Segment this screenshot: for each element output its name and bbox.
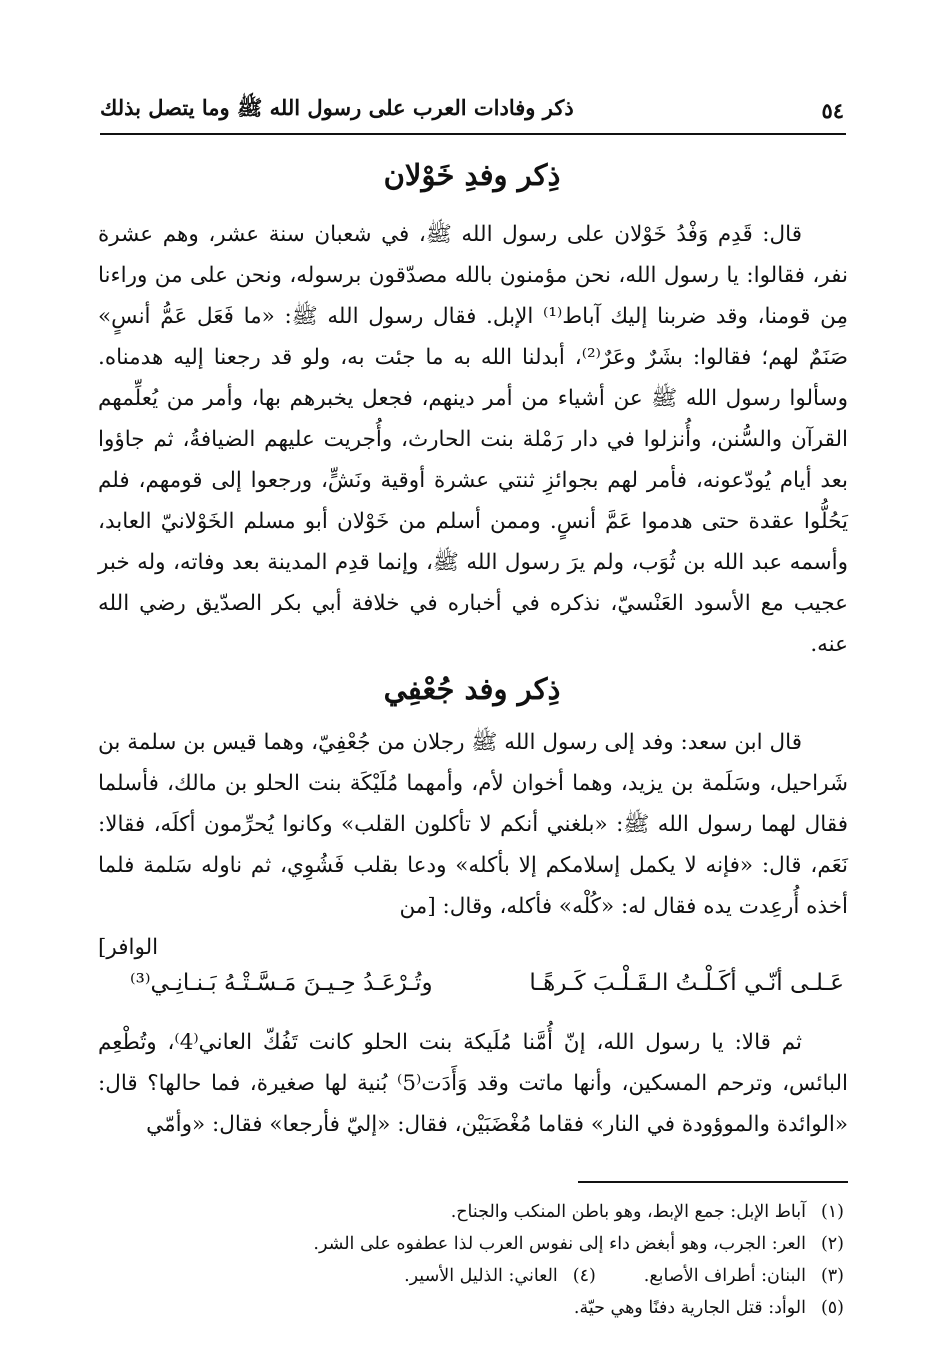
section-title-jufi: ذِكر وفد جُعْفِي — [383, 672, 561, 706]
header-rule — [100, 133, 846, 135]
footnote-rule — [578, 1181, 848, 1183]
continuation-body — [98, 1022, 848, 1145]
poem-hemistich-left: وتُـرْعَـدُ حِـيـنَ مَـسَّـتْـهُ بَـنـانِـي⁽³⁾ — [130, 970, 433, 996]
footnote — [100, 1260, 844, 1292]
running-title: ذكر وفادات العرب على رسول الله ﷺ وما يتصل بذلك — [100, 94, 574, 120]
footnote-text: آباط الإبل: جمع الإبط، وهو باطن المنكب والجناح. — [450, 1202, 806, 1222]
paragraph: ثم قالا: يا رسول الله، إنّ أُمَّنا مُلَيكة بنت الحلو كانت تَفُكّ العاني⁽4⁾، وتُطْعِم البائس، وترحم المسكين، وأنها ماتت وقد وَأَدَت⁽5⁾ بُنية لها صغيرة، فما حالها؟ قال: «الوائدة والموؤودة في النار» فقاما مُغْضَبَيْن، فقال: «إليّ فأرجعا» فقال: «وأمّي — [98, 1030, 849, 1137]
footnote-number: (٢) — [820, 1234, 844, 1254]
footnote-text: العر: الجرب، وهو أبغض داء إلى نفوس العرب لذا عطفوه على الشر. — [313, 1234, 806, 1254]
footnote-number: (١) — [820, 1202, 844, 1222]
footnote — [100, 1292, 844, 1324]
footnote-number: (٣) — [820, 1266, 844, 1286]
section-body-khawlan — [98, 214, 848, 665]
footnote-text: البنان: أطراف الأصابع. — [643, 1266, 806, 1286]
footnote-number: (٥) — [820, 1298, 844, 1318]
footnote — [100, 1228, 844, 1260]
paragraph: قال: قَدِم وَفْدُ خَوْلان على رسول الله ﷺ، في شعبان سنة عشر، وهم عشرة نفر، فقالوا: يا رسول الله، نحن مؤمنون بالله مصدّقون برسوله، ونحن على من وراءنا مِن قومنا، وقد ضربنا إليك آباط⁽¹⁾ الإبل. فقال رسول الله ﷺ: «ما فَعَل عَمُّ أنسٍ» صَنَمٌ لهم؛ فقالوا: بشَرٌ وعَرٌ⁽²⁾، أبدلنا الله به ما جئت به، ولو قد رجعنا إليه هدمناه. وسألوا رسول الله ﷺ عن أشياء من أمر دينهم، فجعل يخبرهم بها، وأمر من يُعلِّمهم القرآن والسُّنن، وأُنزلوا في دار رَمْلة بنت الحارث، وأُجريت عليهم الضيافةُ، ثم جاؤوا بعد أيام يُودّعونه، فأمر لهم بجوائزِ ثنتي عشرة أوقية ونَشٍّ، ورجعوا إلى قومهم، فلم يَحُلُّوا عقدة حتى هدموا عَمَّ أنسٍ. وممن أسلم من خَوْلان أبو مسلم الخَوْلانيّ العابد، وأسمه عبد الله بن ثُوَب، ولم يرَ رسول الله ﷺ، وإنما قدِم المدينة بعد وفاته، وله خبر عجيب مع الأسود العَنْسيّ، نذكره في أخباره في خلافة أبي بكر الصدّيق رضي الله عنه. — [98, 222, 848, 657]
section-title-khawlan: ذِكر وفدِ خَوْلان — [383, 158, 561, 192]
running-header — [100, 92, 844, 128]
footnotes — [100, 1196, 844, 1324]
poem-verse — [130, 970, 844, 996]
footnote-number: (٤) — [572, 1266, 596, 1286]
paragraph: قال ابن سعد: وفد إلى رسول الله ﷺ رجلان من جُعْفِيّ، وهما قيس بن سلمة بن شَراحيل، وسَلَمة بن يزيد، وهما أخوان لأم، وأمهما مُلَيْكَة بنت الحلو بن مالك، فأسلما فقال لهما رسول الله ﷺ: «بلغني أنكم لا تأكلون القلب» وكانوا يُحرِّمون أكلَه، فقالا: نَعَم، قال: «فإنه لا يكمل إسلامكم إلا بأكله» ودعا بقلب فَشُوِي، ثم ناوله سَلمة فلما أخذه أُرعِدت يده فقال له: «كُلْه» فأكله، وقال: [من — [98, 730, 848, 919]
footnote-text: الوأد: قتل الجارية دفنًا وهي حيّة. — [573, 1298, 806, 1318]
footnote-text: العاني: الذليل الأسير. — [404, 1266, 558, 1286]
footnote — [100, 1196, 844, 1228]
section-body-jufi — [98, 722, 848, 968]
meter-label: الوافر] — [98, 935, 159, 960]
poem-hemistich-right: عَـلـى أنّـي أكَـلْـتُ الـقَـلْـبَ كَـرهًـا — [529, 970, 844, 996]
page-number: ٥٤ — [821, 97, 844, 123]
